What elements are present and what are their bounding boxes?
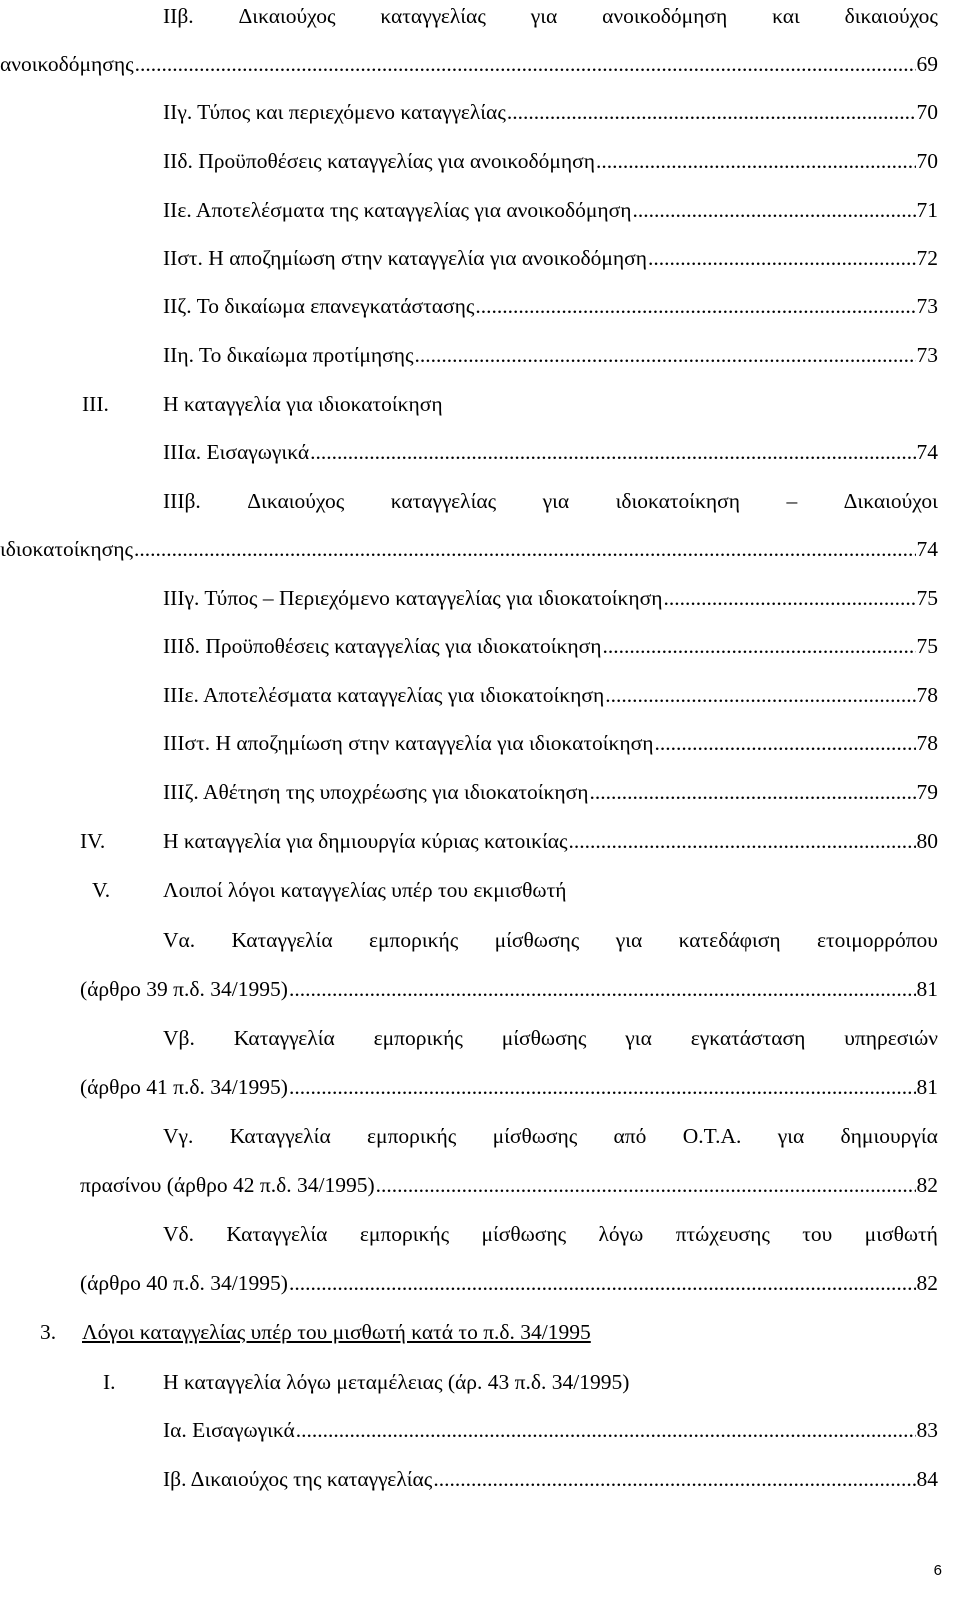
toc-entry-page: 78 — [916, 683, 938, 707]
toc-word: υπηρεσιών — [844, 1026, 938, 1050]
toc-word: εμπορικής — [367, 1124, 457, 1148]
toc-section-number: I. — [103, 1370, 116, 1394]
toc-word: Δικαιούχος — [247, 489, 345, 513]
toc-entry-title: ΙΙΙγ. Τύπος – Περιεχόμενο καταγγελίας για ιδιοκατοίκηση — [163, 586, 663, 610]
toc-entry[interactable] — [163, 98, 938, 126]
toc-leader — [415, 341, 916, 369]
toc-line-20 — [163, 926, 938, 954]
toc-section-number: IV. — [80, 829, 106, 853]
toc-chapter-title[interactable]: Λόγοι καταγγελίας υπέρ του μισθωτή κατά το π.δ. 34/1995 — [82, 1320, 591, 1344]
toc-section-title[interactable]: Η καταγγελία λόγω μεταμέλειας (άρ. 43 π.δ. 34/1995) — [163, 1370, 630, 1394]
toc-section-number: V. — [92, 878, 111, 902]
toc-entry[interactable] — [80, 975, 938, 1003]
toc-line-24 — [163, 1122, 938, 1150]
toc-word: Vγ. — [163, 1124, 194, 1148]
toc-entry[interactable] — [0, 50, 938, 78]
toc-word: εμπορικής — [373, 1026, 463, 1050]
toc-entry-page: 75 — [916, 586, 938, 610]
toc-entry-page: 84 — [916, 1467, 938, 1491]
toc-leader — [589, 778, 915, 806]
toc-leader — [605, 681, 915, 709]
toc-entry-page: 80 — [916, 829, 938, 853]
toc-word: του — [802, 1222, 833, 1246]
toc-line-22 — [163, 1024, 938, 1052]
toc-entry-page: 73 — [916, 343, 938, 367]
toc-entry[interactable] — [80, 1171, 938, 1199]
toc-entry-title: (άρθρο 41 π.δ. 34/1995) — [80, 1075, 288, 1099]
toc-entry-page: 73 — [916, 294, 938, 318]
toc-entry[interactable] — [163, 341, 938, 369]
toc-leader — [134, 535, 916, 563]
toc-word: μισθωτή — [864, 1222, 938, 1246]
toc-entry-title: (άρθρο 40 π.δ. 34/1995) — [80, 1271, 288, 1295]
toc-entry-title: ιδιοκατοίκησης — [0, 537, 133, 561]
toc-line-11 — [163, 487, 938, 515]
toc-entry[interactable] — [163, 147, 938, 175]
toc-word: Vδ. — [163, 1222, 195, 1246]
toc-line-26 — [163, 1220, 938, 1248]
toc-word: εγκατάσταση — [690, 1026, 806, 1050]
toc-entry-title: ΙΙΙζ. Αθέτηση της υποχρέωσης για ιδιοκατοίκηση — [163, 780, 589, 804]
toc-word: ετοιμορρόπου — [817, 928, 938, 952]
toc-entry-title: Ια. Εισαγωγικά — [163, 1418, 295, 1442]
toc-entry[interactable] — [163, 729, 938, 757]
toc-entry-title: Ιβ. Δικαιούχος της καταγγελίας — [163, 1467, 433, 1491]
toc-entry-page: 71 — [916, 198, 938, 222]
toc-entry[interactable] — [163, 778, 938, 806]
toc-leader — [289, 975, 916, 1003]
toc-leader — [654, 729, 915, 757]
toc-section-number: 3. — [40, 1320, 57, 1344]
toc-leader — [376, 1171, 916, 1199]
toc-entry[interactable] — [163, 438, 938, 466]
toc-entry-page: 74 — [916, 537, 938, 561]
toc-word: κατεδάφιση — [678, 928, 781, 952]
toc-entry-page: 78 — [916, 731, 938, 755]
toc-leader — [289, 1269, 916, 1297]
toc-leader — [648, 244, 916, 272]
toc-entry-page: 81 — [916, 977, 938, 1001]
toc-word: Καταγγελία — [233, 1026, 335, 1050]
toc-word: πτώχευσης — [675, 1222, 770, 1246]
toc-entry[interactable] — [163, 827, 938, 855]
toc-word: ανοικοδόμηση — [602, 4, 728, 28]
toc-leader — [507, 98, 916, 126]
toc-leader — [632, 196, 915, 224]
toc-entry-title: ΙΙστ. Η αποζημίωση στην καταγγελία για ανοικοδόμηση — [163, 246, 647, 270]
toc-entry[interactable] — [163, 196, 938, 224]
toc-word: ΙΙβ. — [163, 4, 194, 28]
toc-entry-page: 74 — [916, 440, 938, 464]
toc-section-number: ΙΙΙ. — [82, 392, 109, 416]
toc-word: μίσθωσης — [494, 928, 580, 952]
toc-entry-title: ΙΙΙδ. Προϋποθέσεις καταγγελίας για ιδιοκατοίκηση — [163, 634, 602, 658]
toc-word: για — [615, 928, 643, 952]
toc-entry-title: ΙΙη. Το δικαίωμα προτίμησης — [163, 343, 414, 367]
toc-entry[interactable] — [163, 1416, 938, 1444]
toc-word: για — [777, 1124, 805, 1148]
toc-entry[interactable] — [80, 1269, 938, 1297]
toc-word: ιδιοκατοίκηση — [615, 489, 741, 513]
toc-word: Δικαιούχος — [238, 4, 336, 28]
toc-entry-title: Η καταγγελία για δημιουργία κύριας κατοικίας — [163, 829, 568, 853]
toc-leader — [596, 147, 916, 175]
toc-word: λόγω — [598, 1222, 644, 1246]
toc-entry-title: (άρθρο 39 π.δ. 34/1995) — [80, 977, 288, 1001]
toc-word: μίσθωσης — [492, 1124, 578, 1148]
toc-word: Καταγγελία — [231, 928, 333, 952]
toc-entry-title: ΙΙε. Αποτελέσματα της καταγγελίας για ανοικοδόμηση — [163, 198, 632, 222]
toc-entry[interactable] — [80, 1073, 938, 1101]
toc-entry[interactable] — [163, 632, 938, 660]
toc-word: Καταγγελία — [226, 1222, 328, 1246]
toc-entry-title: ΙΙδ. Προϋποθέσεις καταγγελίας για ανοικοδόμηση — [163, 149, 595, 173]
toc-word: καταγγελίας — [380, 4, 486, 28]
toc-word: για — [625, 1026, 652, 1050]
toc-entry-page: 70 — [916, 100, 938, 124]
toc-entry[interactable] — [163, 584, 938, 612]
toc-entry-page: 72 — [916, 246, 938, 270]
toc-line-1 — [163, 2, 938, 30]
toc-entry-title: ανοικοδόμησης — [0, 52, 134, 76]
toc-leader — [289, 1073, 916, 1101]
toc-word: ΙΙΙβ. — [163, 489, 201, 513]
toc-leader — [602, 632, 915, 660]
toc-entry[interactable] — [163, 292, 938, 320]
toc-entry-page: 81 — [916, 1075, 938, 1099]
toc-leader — [663, 584, 915, 612]
toc-leader — [569, 827, 916, 855]
toc-entry[interactable] — [163, 244, 938, 272]
toc-entry[interactable] — [0, 535, 938, 563]
toc-leader — [310, 438, 915, 466]
toc-word: εμπορικής — [359, 1222, 450, 1246]
toc-word: μίσθωσης — [501, 1026, 587, 1050]
toc-word: – — [786, 489, 798, 513]
toc-word: Καταγγελία — [229, 1124, 331, 1148]
toc-leader — [475, 292, 915, 320]
toc-entry-page: 69 — [916, 52, 938, 76]
toc-entry-page: 70 — [916, 149, 938, 173]
toc-section-title[interactable]: Λοιποί λόγοι καταγγελίας υπέρ του εκμισθωτή — [163, 878, 567, 902]
toc-entry-title: ΙΙΙστ. Η αποζημίωση στην καταγγελία για ιδιοκατοίκηση — [163, 731, 654, 755]
toc-word: μίσθωσης — [481, 1222, 567, 1246]
toc-word: για — [530, 4, 558, 28]
toc-entry-title: ΙΙΙε. Αποτελέσματα καταγγελίας για ιδιοκατοίκηση — [163, 683, 605, 707]
toc-leader — [135, 50, 916, 78]
toc-word: δημιουργία — [840, 1124, 938, 1148]
toc-entry-page: 82 — [916, 1173, 938, 1197]
toc-leader — [296, 1416, 916, 1444]
toc-leader — [433, 1465, 915, 1493]
toc-word: καταγγελίας — [390, 489, 497, 513]
toc-entry-title: ΙΙΙα. Εισαγωγικά — [163, 440, 310, 464]
toc-entry-page: 75 — [916, 634, 938, 658]
toc-entry-page: 82 — [916, 1271, 938, 1295]
toc-entry[interactable] — [163, 681, 938, 709]
toc-word: Ο.Τ.Α. — [682, 1124, 742, 1148]
page-number: 6 — [933, 1562, 942, 1579]
toc-entry-title: ΙΙγ. Τύπος και περιεχόμενο καταγγελίας — [163, 100, 506, 124]
toc-word: και — [772, 4, 800, 28]
toc-word: για — [542, 489, 570, 513]
toc-word: από — [613, 1124, 647, 1148]
toc-entry-title: πρασίνου (άρθρο 42 π.δ. 34/1995) — [80, 1173, 375, 1197]
toc-word: Vα. — [163, 928, 196, 952]
toc-entry-page: 79 — [916, 780, 938, 804]
toc-section-title[interactable]: Η καταγγελία για ιδιοκατοίκηση — [163, 392, 443, 416]
toc-word: εμπορικής — [368, 928, 459, 952]
toc-word: δικαιούχος — [844, 4, 938, 28]
toc-word: Δικαιούχοι — [843, 489, 938, 513]
toc-entry[interactable] — [163, 1465, 938, 1493]
toc-word: Vβ. — [163, 1026, 195, 1050]
toc-entry-page: 83 — [916, 1418, 938, 1442]
toc-entry-title: ΙΙζ. Το δικαίωμα επανεγκατάστασης — [163, 294, 475, 318]
